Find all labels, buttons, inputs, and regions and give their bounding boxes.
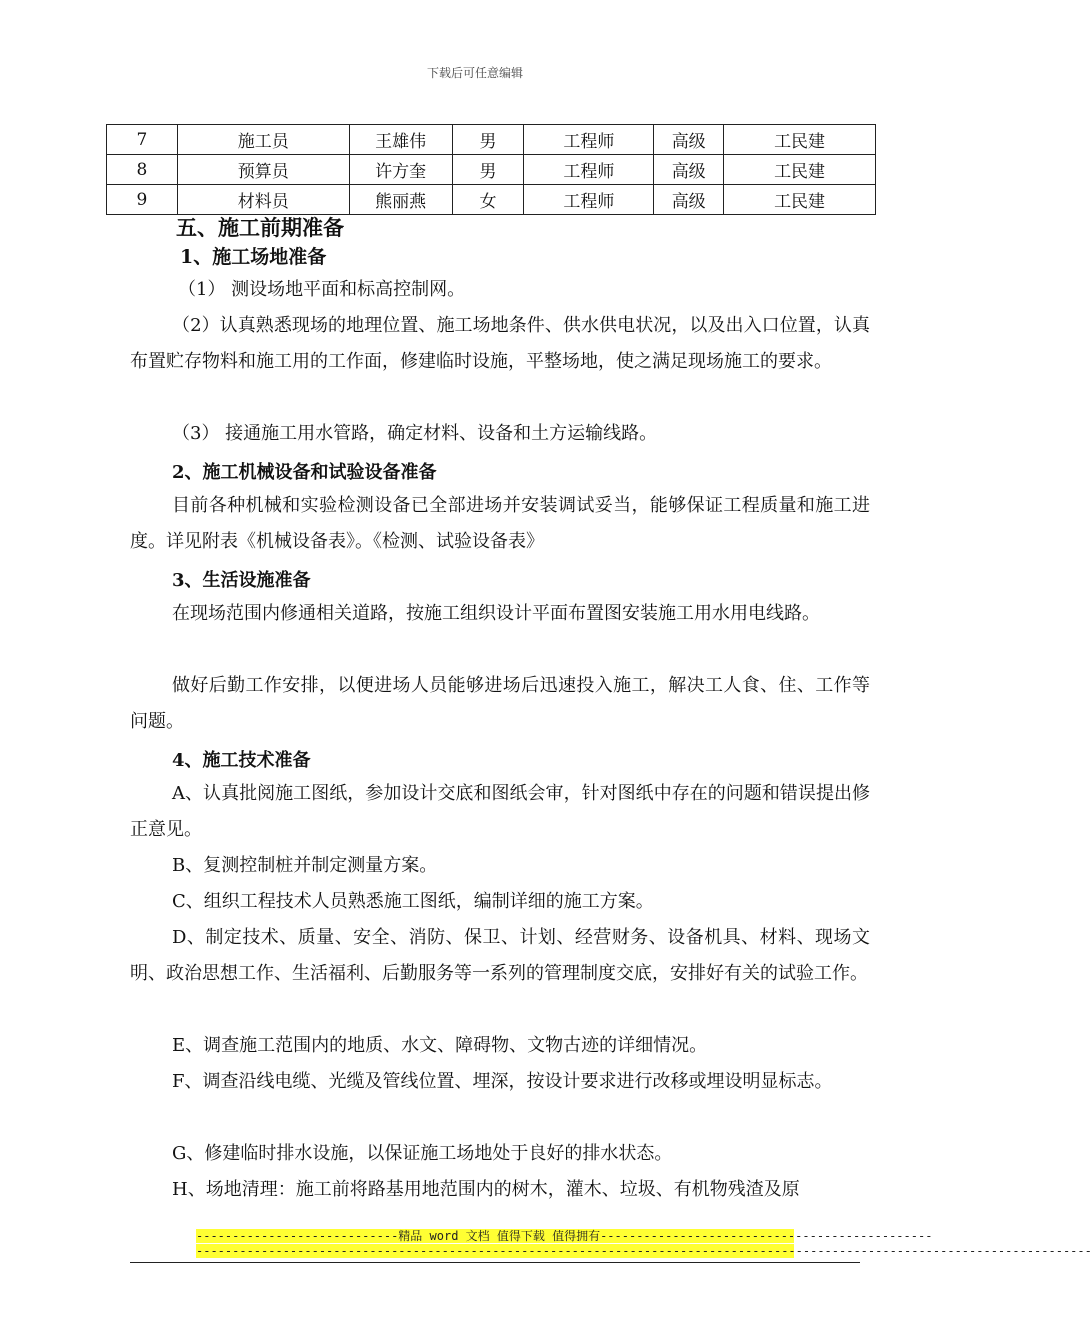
paragraph: （2）认真熟悉现场的地理位置、施工场地条件、供水供电状况，以及出入口位置，认真布置贮存物料和施工用的工作面，修建临时设施，平整场地，使之满足现场施工的要求。 — [130, 315, 870, 372]
table-cell: 8 — [107, 155, 178, 185]
list-item: B、复测控制桩并制定测量方案。 — [172, 855, 438, 876]
paragraph: （3） 接通施工用水管路，确定材料、设备和土方运输线路。 — [172, 423, 658, 444]
table-cell: 工民建 — [724, 125, 876, 155]
table-row — [107, 125, 876, 155]
list-item: A、认真批阅施工图纸，参加设计交底和图纸会审，针对图纸中存在的问题和错误提出修正意见。 — [130, 783, 870, 840]
table-cell: 许方奎 — [349, 155, 452, 185]
footer-divider — [130, 1262, 860, 1263]
table-cell: 9 — [107, 185, 178, 215]
list-item: G、修建临时排水设施，以保证施工场地处于良好的排水状态。 — [172, 1143, 673, 1164]
list-item: D、制定技术、质量、安全、消防、保卫、计划、经营财务、设备机具、材料、现场文明、政治思想工作、生活福利、后勤服务等一系列的管理制度交底，安排好有关的试验工作。 — [130, 927, 870, 984]
subsection-heading-2: 2、施工机械设备和试验设备准备 — [172, 462, 437, 483]
table-cell: 工程师 — [524, 125, 654, 155]
header-note: 下载后可任意编辑 — [426, 66, 523, 80]
subsection-heading-1: 1、施工场地准备 — [180, 246, 327, 268]
table-row — [107, 155, 876, 185]
table-cell: 预算员 — [177, 155, 349, 185]
list-item: F、调查沿线电缆、光缆及管线位置、埋深，按设计要求进行改移或埋设明显标志。 — [172, 1071, 833, 1092]
paragraph: 在现场范围内修通相关道路，按施工组织设计平面布置图安装施工用水用电线路。 — [172, 603, 820, 624]
staff-table — [106, 124, 876, 215]
table-cell: 工程师 — [524, 185, 654, 215]
table-cell: 工民建 — [724, 155, 876, 185]
paragraph: （1） 测设场地平面和标高控制网。 — [178, 279, 466, 300]
table-cell: 熊丽燕 — [349, 185, 452, 215]
table-cell: 高级 — [654, 155, 724, 185]
footer-banner: ----------------------------精品 word 文档 值得下载 值得拥有---------------------------------------------- — [196, 1229, 933, 1243]
list-item: H、场地清理：施工前将路基用地范围内的树木，灌木、垃圾、有机物残渣及原 — [172, 1179, 800, 1200]
list-item: E、调查施工范围内的地质、水文、障碍物、文物古迹的详细情况。 — [172, 1035, 708, 1056]
paragraph: 目前各种机械和实验检测设备已全部进场并安装调试妥当，能够保证工程质量和施工进度。详见附表《机械设备表》。《检测、试验设备表》 — [130, 495, 870, 552]
table-row — [107, 185, 876, 215]
table-cell: 王雄伟 — [349, 125, 452, 155]
subsection-heading-3: 3、生活设施准备 — [172, 570, 311, 591]
table-cell: 7 — [107, 125, 178, 155]
subsection-heading-4: 4、施工技术准备 — [172, 750, 311, 771]
table-cell: 工程师 — [524, 155, 654, 185]
table-cell: 男 — [452, 125, 524, 155]
table-cell: 男 — [452, 155, 524, 185]
table-cell: 女 — [452, 185, 524, 215]
list-item: C、组织工程技术人员熟悉施工图纸，编制详细的施工方案。 — [172, 891, 654, 912]
paragraph: 做好后勤工作安排，以便进场人员能够进场后迅速投入施工，解决工人食、住、工作等问题。 — [130, 675, 870, 732]
table-cell: 高级 — [654, 185, 724, 215]
table-cell: 材料员 — [177, 185, 349, 215]
table-cell: 工民建 — [724, 185, 876, 215]
table-cell: 高级 — [654, 125, 724, 155]
footer-dashes: ---------------------------------------------------------------------------------------------------------------------------- — [196, 1244, 1092, 1258]
section-title: 五、施工前期准备 — [176, 215, 344, 240]
table-cell: 施工员 — [177, 125, 349, 155]
